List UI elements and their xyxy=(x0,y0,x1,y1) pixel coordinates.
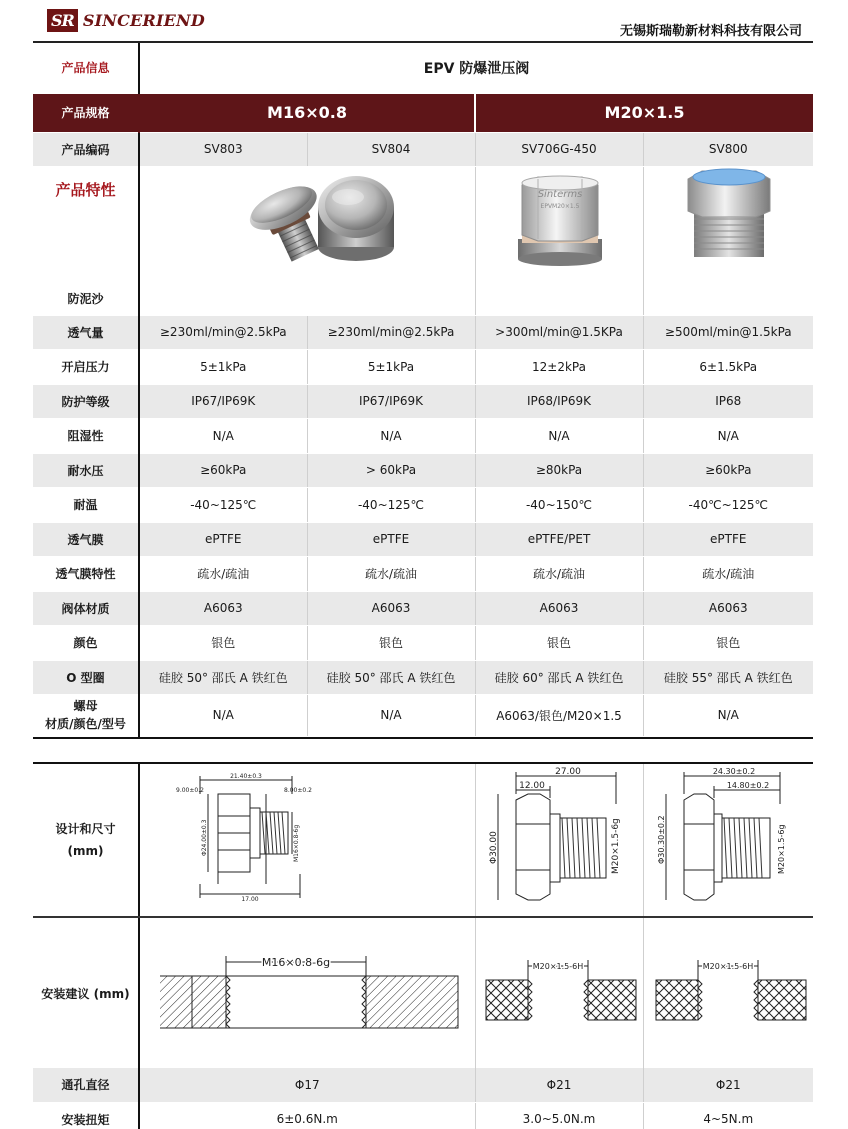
drawing-m20-b xyxy=(643,764,813,917)
cell: 硅胶 50° 邵氏 A 铁红色 xyxy=(139,660,307,694)
torque-label: 安装扭矩 xyxy=(33,1102,139,1129)
d2-dia-text: Φ30.00 xyxy=(488,831,499,864)
cell: 6±1.5kPa xyxy=(643,349,813,384)
cell: -40~150℃ xyxy=(475,487,643,522)
cell: A6063 xyxy=(643,591,813,625)
sv706-model-text: EPVM20×1.5 xyxy=(540,202,579,210)
cell: N/A xyxy=(643,418,813,453)
svg-text:Φ30.30±0.2 xyxy=(657,815,666,864)
d3-right-text: 14.80±0.2 xyxy=(726,781,769,790)
spec-table xyxy=(33,43,813,737)
install-t3-text: M20×1.5-6H xyxy=(702,962,753,971)
cell: 3.0~5.0N.m xyxy=(475,1102,643,1129)
row-label: 开启压力 xyxy=(33,349,139,384)
d2-left-text: 12.00 xyxy=(518,781,545,791)
page-header xyxy=(0,0,848,44)
cell: IP67/IP69K xyxy=(307,384,475,418)
spec-row xyxy=(33,625,813,660)
cell: -40~125℃ xyxy=(307,487,475,522)
svg-text:Φ24.00±0.3 xyxy=(201,819,208,856)
d1-dia-tol-text: ±0.3 xyxy=(201,819,208,835)
spec-row xyxy=(33,522,813,556)
drawing-m16-icon xyxy=(140,764,476,913)
d3-width-text: 24.30±0.2 xyxy=(712,767,755,776)
row-label: 耐温 xyxy=(33,487,139,522)
hole-row xyxy=(33,1068,813,1102)
cell: SV804 xyxy=(307,132,475,166)
product-info-label: 产品信息 xyxy=(33,43,139,93)
install-m20-b xyxy=(643,917,813,1068)
cell: ePTFE xyxy=(139,522,307,556)
nut-label xyxy=(33,694,139,736)
cell: 5±1kPa xyxy=(307,349,475,384)
cell: N/A xyxy=(139,418,307,453)
cell: 硅胶 55° 邵氏 A 铁红色 xyxy=(643,660,813,694)
valve-photo-sv800-icon xyxy=(644,167,814,312)
d1-width-tol-text: ±0.3 xyxy=(247,773,262,780)
cell: ePTFE/PET xyxy=(475,522,643,556)
mud-label: 防泥沙 xyxy=(67,291,104,306)
spec-row xyxy=(33,418,813,453)
d1-right-text: 8.00±0.2 xyxy=(284,787,312,794)
cell: 5±1kPa xyxy=(139,349,307,384)
cell: 银色 xyxy=(643,625,813,660)
row-label: 透气膜特性 xyxy=(33,556,139,591)
cell: 银色 xyxy=(139,625,307,660)
cell: 疏水/疏油 xyxy=(307,556,475,591)
cell: 硅胶 60° 邵氏 A 铁红色 xyxy=(475,660,643,694)
d3-dia-tol-text: ±0.2 xyxy=(656,815,666,835)
cell: 4~5N.m xyxy=(643,1102,813,1129)
row-label: 耐水压 xyxy=(33,453,139,487)
cell: A6063 xyxy=(307,591,475,625)
torque-row xyxy=(33,1102,813,1129)
nut-row xyxy=(33,694,813,736)
cell: A6063/银色/M20×1.5 xyxy=(475,694,643,736)
valve-photo-m16-icon xyxy=(140,167,476,312)
install-label: 安装建议 (mm) xyxy=(33,917,139,1068)
d2-thread-text: M20×1.5-6g xyxy=(610,818,621,874)
drawing-m16 xyxy=(139,764,475,917)
logo-name: SINCERIEND xyxy=(82,11,205,30)
row-label: 产品编码 xyxy=(33,132,139,166)
install-t2-text: M20×1.5-6H xyxy=(532,962,583,971)
feature-image-row xyxy=(33,166,813,315)
cell: 疏水/疏油 xyxy=(139,556,307,591)
cell: -40~125℃ xyxy=(139,487,307,522)
cell: A6063 xyxy=(475,591,643,625)
drawing-m20-a xyxy=(475,764,643,917)
spec-header-row xyxy=(33,93,813,132)
design-label xyxy=(33,764,139,917)
spec-row xyxy=(33,132,813,166)
d1-dia-text: Φ24.00 xyxy=(201,834,208,856)
row-label: 阀体材质 xyxy=(33,591,139,625)
spec-label: 产品规格 xyxy=(33,93,139,132)
valve-photo-sv706-icon xyxy=(476,167,644,312)
d1-left-text: 9.00±0.2 xyxy=(176,787,204,794)
cell: Φ21 xyxy=(643,1068,813,1102)
cell: 银色 xyxy=(475,625,643,660)
install-t1-text: M16×0.8-6g xyxy=(261,956,331,969)
cell: ≥60kPa xyxy=(139,453,307,487)
cell: > 60kPa xyxy=(307,453,475,487)
product-title: EPV 防爆泄压阀 xyxy=(139,43,813,93)
logo-mark: SR xyxy=(47,9,78,32)
spec-row xyxy=(33,453,813,487)
cell: 银色 xyxy=(307,625,475,660)
table-end-line xyxy=(33,737,813,739)
install-row xyxy=(33,917,813,1068)
sv706-brand-text: Sinterms xyxy=(537,188,582,200)
drawing-table xyxy=(33,764,813,1129)
nut-label-line1: 螺母 xyxy=(73,699,98,713)
cell: 硅胶 50° 邵氏 A 铁红色 xyxy=(307,660,475,694)
nut-label-line2: 材质/颜色/型号 xyxy=(45,717,126,731)
cell: SV800 xyxy=(643,132,813,166)
row-label: O 型圈 xyxy=(33,660,139,694)
cell: 疏水/疏油 xyxy=(643,556,813,591)
spec-row xyxy=(33,384,813,418)
company-name: 无锡斯瑞勒新材料科技有限公司 xyxy=(619,24,802,39)
d3-dia-text: Φ30.30 xyxy=(656,834,666,864)
d1-bottom-text: 17.00 xyxy=(241,896,259,903)
spec-row xyxy=(33,349,813,384)
cell: 12±2kPa xyxy=(475,349,643,384)
install-m20-a xyxy=(475,917,643,1068)
cell: N/A xyxy=(475,418,643,453)
cell: ePTFE xyxy=(643,522,813,556)
drawing-m20-b-icon xyxy=(644,764,814,913)
cell: Φ21 xyxy=(475,1068,643,1102)
spec-row xyxy=(33,591,813,625)
product-info-row xyxy=(33,43,813,93)
install-m20-b-icon xyxy=(644,918,814,1065)
product-image-sv800 xyxy=(643,166,813,315)
spec-row xyxy=(33,487,813,522)
cell: IP67/IP69K xyxy=(139,384,307,418)
cell: N/A xyxy=(307,694,475,736)
cell: -40℃~125℃ xyxy=(643,487,813,522)
cell: N/A xyxy=(307,418,475,453)
spec-group-m20: M20×1.5 xyxy=(475,93,813,132)
install-m20-a-icon xyxy=(476,918,644,1065)
spec-row xyxy=(33,556,813,591)
features-label: 产品特性 xyxy=(55,180,116,199)
spec-group-m16: M16×0.8 xyxy=(139,93,475,132)
install-m16 xyxy=(139,917,475,1068)
spec-row xyxy=(33,660,813,694)
install-m16-icon xyxy=(140,918,476,1065)
hole-label: 通孔直径 xyxy=(33,1068,139,1102)
cell: IP68 xyxy=(643,384,813,418)
design-label-line2: (mm) xyxy=(67,844,104,858)
company-logo xyxy=(47,9,205,32)
cell: ≥500ml/min@1.5kPa xyxy=(643,315,813,349)
cell: A6063 xyxy=(139,591,307,625)
d3-thread-text: M20×1.5-6g xyxy=(776,824,786,874)
row-label: 透气量 xyxy=(33,315,139,349)
design-label-line1: 设计和尺寸 xyxy=(55,822,116,836)
cell: N/A xyxy=(643,694,813,736)
product-image-m16 xyxy=(139,166,475,315)
cell: SV706G-450 xyxy=(475,132,643,166)
cell: ≥230ml/min@2.5kPa xyxy=(307,315,475,349)
d1-width-text: 21.40 xyxy=(230,773,248,780)
cell: ePTFE xyxy=(307,522,475,556)
cell: 疏水/疏油 xyxy=(475,556,643,591)
row-label: 阻湿性 xyxy=(33,418,139,453)
cell: SV803 xyxy=(139,132,307,166)
cell: IP68/IP69K xyxy=(475,384,643,418)
cell: ≥230ml/min@2.5kPa xyxy=(139,315,307,349)
drawing-m20-a-icon xyxy=(476,764,644,913)
design-row xyxy=(33,764,813,917)
cell: Φ17 xyxy=(139,1068,475,1102)
cell: 6±0.6N.m xyxy=(139,1102,475,1129)
row-label: 防护等级 xyxy=(33,384,139,418)
d2-width-text: 27.00 xyxy=(554,767,581,777)
row-label: 颜色 xyxy=(33,625,139,660)
cell: N/A xyxy=(139,694,307,736)
svg-text:21.40±0.3 xyxy=(230,773,262,780)
features-label-cell xyxy=(33,166,139,315)
d1-thread-text: M16×0.8-6g xyxy=(293,824,300,862)
cell: ≥80kPa xyxy=(475,453,643,487)
spec-row xyxy=(33,315,813,349)
row-label: 透气膜 xyxy=(33,522,139,556)
cell: >300ml/min@1.5KPa xyxy=(475,315,643,349)
product-image-sv706 xyxy=(475,166,643,315)
cell: ≥60kPa xyxy=(643,453,813,487)
